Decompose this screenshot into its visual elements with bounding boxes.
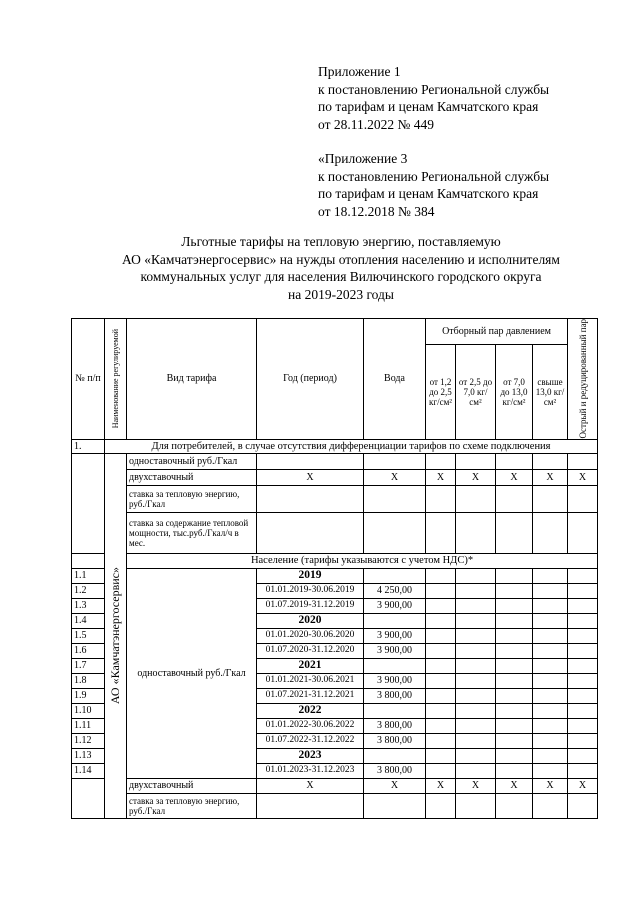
empty-cell — [496, 748, 533, 763]
water-value: 3 900,00 — [364, 673, 426, 688]
empty-cell — [533, 673, 568, 688]
one-part-pop-label: одноставочный руб./Гкал — [127, 568, 257, 778]
empty-num-b — [72, 553, 105, 568]
empty-cell — [533, 703, 568, 718]
empty-cell — [426, 628, 456, 643]
company-cell — [105, 453, 127, 818]
empty-cell — [364, 613, 426, 628]
x-mark: X — [456, 469, 496, 485]
row-number: 1.11 — [72, 718, 105, 733]
empty-cell — [364, 658, 426, 673]
empty-cell — [568, 733, 598, 748]
water-value: 3 800,00 — [364, 718, 426, 733]
appendix-3-line-4: от 18.12.2018 № 384 — [318, 203, 435, 219]
empty-cell — [568, 688, 598, 703]
empty-cell — [456, 613, 496, 628]
empty-cell — [496, 703, 533, 718]
empty-cell — [456, 485, 496, 512]
x-mark: X — [533, 469, 568, 485]
empty-cell — [456, 718, 496, 733]
year-label: 2023 — [257, 748, 364, 763]
empty-cell — [533, 793, 568, 818]
empty-cell — [568, 793, 598, 818]
title-line-4: на 2019-2023 годы — [288, 286, 394, 302]
header-type: Вид тарифа — [127, 319, 257, 440]
row-number: 1.4 — [72, 613, 105, 628]
year-label: 2019 — [257, 568, 364, 583]
x-mark: X — [533, 778, 568, 793]
two-part-label: двухставочный — [127, 469, 257, 485]
water-value: 4 250,00 — [364, 583, 426, 598]
tariff-table-body — [72, 319, 598, 819]
row-number: 1.3 — [72, 598, 105, 613]
empty-cell — [496, 733, 533, 748]
period-label: 01.01.2020-30.06.2020 — [257, 628, 364, 643]
empty-cell — [456, 598, 496, 613]
header-org: Наименование регулируемой — [111, 329, 120, 429]
empty-cell — [426, 613, 456, 628]
empty-cell — [456, 763, 496, 778]
header-period: Год (период) — [257, 319, 364, 440]
empty-cell — [257, 793, 364, 818]
appendix-1-line-3: по тарифам и ценам Камчатского края — [318, 99, 539, 114]
x-mark: X — [426, 778, 456, 793]
period-label: 01.07.2021-31.12.2021 — [257, 688, 364, 703]
empty-cell — [364, 793, 426, 818]
row-one-part — [72, 453, 598, 469]
header-p1: от 1,2 до 2,5 кг/см² — [426, 345, 456, 439]
empty-cell — [426, 512, 456, 553]
appendix-1-block — [318, 63, 549, 133]
empty-cell — [456, 583, 496, 598]
empty-cell — [533, 512, 568, 553]
document-title — [60, 233, 622, 303]
empty-cell — [364, 703, 426, 718]
empty-cell — [426, 763, 456, 778]
empty-cell — [426, 718, 456, 733]
period-label: 01.01.2021-30.06.2021 — [257, 673, 364, 688]
row-capacity-rate — [72, 512, 598, 553]
empty-cell — [568, 748, 598, 763]
row-heat-rate — [72, 485, 598, 512]
empty-cell — [426, 583, 456, 598]
empty-cell — [568, 485, 598, 512]
title-line-2: АО «Камчатэнергосервис» на нужды отопления населению и исполнителям — [122, 251, 560, 267]
section-1-num: 1. — [72, 439, 105, 453]
empty-cell — [456, 733, 496, 748]
section-1-row — [72, 439, 598, 453]
company-name: АО «Камчатэнергосервис» — [108, 566, 122, 705]
empty-cell — [568, 628, 598, 643]
empty-cell — [568, 512, 598, 553]
x-mark: X — [257, 778, 364, 793]
empty-cell — [533, 613, 568, 628]
empty-cell — [533, 733, 568, 748]
header-p4: свыше 13,0 кг/см² — [533, 345, 568, 439]
empty-cell — [533, 453, 568, 469]
empty-cell — [568, 583, 598, 598]
empty-cell — [426, 453, 456, 469]
empty-cell — [496, 688, 533, 703]
header-row-1 — [72, 319, 598, 345]
empty-cell — [364, 512, 426, 553]
heat-rate-pop-label: ставка за тепловую энергию, руб./Гкал — [127, 793, 257, 818]
row-number: 1.8 — [72, 673, 105, 688]
x-mark: X — [364, 469, 426, 485]
empty-cell — [364, 568, 426, 583]
appendix-3-line-2: к постановлению Региональной службы — [318, 168, 550, 184]
header-num: № п/п — [72, 319, 105, 440]
x-mark: X — [364, 778, 426, 793]
empty-cell — [533, 583, 568, 598]
empty-cell — [496, 673, 533, 688]
title-line-1: Льготные тарифы на тепловую энергию, поставляемую — [181, 234, 501, 249]
header-org-cell — [105, 319, 127, 440]
empty-cell — [496, 583, 533, 598]
empty-cell — [456, 793, 496, 818]
capacity-rate-label: ставка за содержание тепловой мощности, тыс.руб./Гкал/ч в мес. — [127, 512, 257, 553]
row-number: 1.13 — [72, 748, 105, 763]
empty-cell — [496, 485, 533, 512]
year-label: 2022 — [257, 703, 364, 718]
period-label: 01.01.2022-30.06.2022 — [257, 718, 364, 733]
appendix-3-line-3: по тарифам и ценам Камчатского края — [318, 186, 539, 201]
row-number: 1.6 — [72, 643, 105, 658]
water-value: 3 800,00 — [364, 733, 426, 748]
row-two-part-pop — [72, 778, 598, 793]
row-heat-rate-pop — [72, 793, 598, 818]
period-label: 01.07.2022-31.12.2022 — [257, 733, 364, 748]
schedule-row — [72, 568, 598, 583]
empty-cell — [364, 453, 426, 469]
row-number: 1.9 — [72, 688, 105, 703]
row-number: 1.1 — [72, 568, 105, 583]
appendix-3-line-1: «Приложение 3 — [318, 151, 408, 166]
empty-cell — [426, 485, 456, 512]
header-p3: от 7,0 до 13,0 кг/см² — [496, 345, 533, 439]
x-mark: X — [496, 778, 533, 793]
section-1-label: Для потребителей, в случае отсутствия дифференциации тарифов по схеме подключения — [105, 439, 598, 453]
empty-num-c — [72, 778, 105, 818]
population-label: Население (тарифы указываются с учетом НДС)* — [127, 553, 598, 568]
empty-cell — [456, 643, 496, 658]
empty-cell — [568, 703, 598, 718]
period-label: 01.07.2019-31.12.2019 — [257, 598, 364, 613]
empty-cell — [496, 793, 533, 818]
empty-cell — [533, 763, 568, 778]
x-mark: X — [568, 469, 598, 485]
empty-cell — [456, 628, 496, 643]
empty-cell — [496, 628, 533, 643]
empty-cell — [568, 568, 598, 583]
empty-cell — [496, 643, 533, 658]
row-number: 1.7 — [72, 658, 105, 673]
header-p2: от 2,5 до 7,0 кг/см² — [456, 345, 496, 439]
empty-cell — [568, 658, 598, 673]
heat-rate-label: ставка за тепловую энергию, руб./Гкал — [127, 485, 257, 512]
empty-cell — [426, 688, 456, 703]
empty-cell — [456, 453, 496, 469]
water-value: 3 800,00 — [364, 763, 426, 778]
empty-cell — [533, 658, 568, 673]
empty-cell — [426, 658, 456, 673]
empty-cell — [496, 613, 533, 628]
empty-cell — [533, 748, 568, 763]
empty-cell — [426, 568, 456, 583]
empty-cell — [533, 598, 568, 613]
empty-cell — [426, 748, 456, 763]
empty-cell — [496, 658, 533, 673]
empty-cell — [456, 658, 496, 673]
period-label: 01.01.2023-31.12.2023 — [257, 763, 364, 778]
empty-cell — [568, 718, 598, 733]
empty-cell — [456, 748, 496, 763]
one-part-label: одноставочный руб./Гкал — [127, 453, 257, 469]
appendix-1-line-1: Приложение 1 — [318, 64, 401, 79]
empty-cell — [496, 568, 533, 583]
empty-cell — [364, 485, 426, 512]
x-mark: X — [568, 778, 598, 793]
empty-cell — [426, 643, 456, 658]
empty-cell — [364, 748, 426, 763]
empty-cell — [426, 673, 456, 688]
empty-cell — [456, 703, 496, 718]
appendix-3-block — [318, 150, 549, 220]
empty-cell — [426, 733, 456, 748]
tariff-table — [71, 318, 598, 819]
empty-cell — [496, 718, 533, 733]
empty-cell — [496, 512, 533, 553]
empty-cell — [568, 613, 598, 628]
empty-cell — [456, 512, 496, 553]
empty-cell — [426, 703, 456, 718]
empty-cell — [496, 763, 533, 778]
x-mark: X — [257, 469, 364, 485]
period-label: 01.07.2020-31.12.2020 — [257, 643, 364, 658]
appendix-1-line-2: к постановлению Региональной службы — [318, 81, 550, 97]
row-two-part — [72, 469, 598, 485]
empty-cell — [456, 688, 496, 703]
empty-num-a — [72, 453, 105, 553]
header-water: Вода — [364, 319, 426, 440]
period-label: 01.01.2019-30.06.2019 — [257, 583, 364, 598]
appendix-1-line-4: от 28.11.2022 № 449 — [318, 116, 434, 132]
empty-cell — [533, 485, 568, 512]
row-number: 1.5 — [72, 628, 105, 643]
empty-cell — [257, 485, 364, 512]
empty-cell — [533, 628, 568, 643]
empty-cell — [568, 643, 598, 658]
year-label: 2021 — [257, 658, 364, 673]
empty-cell — [456, 568, 496, 583]
header-sharp: Острый и редуцированный пар — [577, 319, 588, 439]
empty-cell — [533, 568, 568, 583]
title-line-3: коммунальных услуг для населения Вилючинского городского округа — [140, 269, 542, 284]
empty-cell — [496, 598, 533, 613]
row-number: 1.10 — [72, 703, 105, 718]
empty-cell — [257, 512, 364, 553]
empty-cell — [568, 763, 598, 778]
empty-cell — [496, 453, 533, 469]
empty-cell — [568, 453, 598, 469]
x-mark: X — [456, 778, 496, 793]
x-mark: X — [496, 469, 533, 485]
header-sharp-cell — [568, 319, 598, 440]
water-value: 3 900,00 — [364, 643, 426, 658]
row-number: 1.14 — [72, 763, 105, 778]
year-label: 2020 — [257, 613, 364, 628]
empty-cell — [568, 598, 598, 613]
empty-cell — [456, 673, 496, 688]
empty-cell — [533, 718, 568, 733]
water-value: 3 900,00 — [364, 628, 426, 643]
row-number: 1.12 — [72, 733, 105, 748]
empty-cell — [426, 598, 456, 613]
empty-cell — [533, 643, 568, 658]
population-row — [72, 553, 598, 568]
row-number: 1.2 — [72, 583, 105, 598]
empty-cell — [533, 688, 568, 703]
water-value: 3 900,00 — [364, 598, 426, 613]
x-mark: X — [426, 469, 456, 485]
two-part-pop-label: двухставочный — [127, 778, 257, 793]
empty-cell — [426, 793, 456, 818]
empty-cell — [568, 673, 598, 688]
header-steam: Отборный пар давлением — [426, 319, 568, 345]
water-value: 3 800,00 — [364, 688, 426, 703]
empty-cell — [257, 453, 364, 469]
